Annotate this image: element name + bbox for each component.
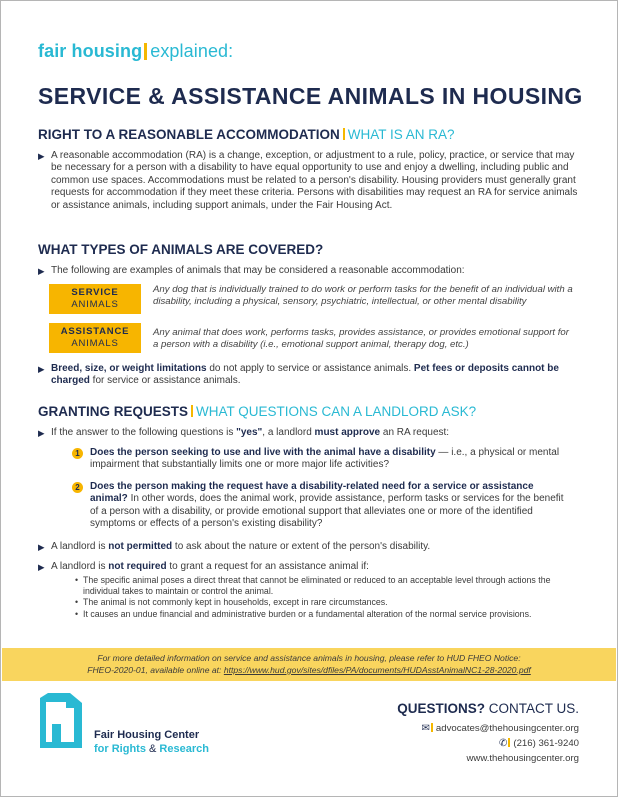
condition-text: The specific animal poses a direct threat that cannot be eliminated or reduced to an acceptable level through actions the individual takes to maintain or control the animal. — [83, 575, 551, 596]
question-2-text — [90, 481, 572, 531]
contact-divider — [431, 723, 433, 732]
section-ra-heading — [38, 127, 455, 142]
contact-heading-rest: CONTACT US. — [484, 701, 579, 716]
intro-b2: must approve — [314, 427, 381, 438]
not-permitted-bullet — [38, 541, 583, 553]
section-requests-title: GRANTING REQUESTS — [38, 404, 189, 419]
condition-text: The animal is not commonly kept in households, except in rare circumstances. — [83, 597, 388, 608]
animals-intro-text: The following are examples of animals that may be considered a reasonable accommodation: — [51, 265, 465, 276]
q2-bold: Does the person making the request have a disability-related need for a service or assistance animal? — [90, 481, 534, 505]
service-tag-line2: ANIMALS — [71, 299, 119, 310]
q1-text: — i.e., a physical or mental impairment that substantially limits one or more major life activities? — [90, 447, 560, 471]
np-t1: A landlord is — [51, 541, 109, 552]
bullet-triangle-icon: ▶ — [38, 562, 45, 572]
service-tag-line1: SERVICE — [71, 287, 119, 298]
requests-intro-text — [51, 427, 583, 439]
condition-text: It causes an undue financial and administrative burden or a fundamental alteration of the normal service provisions. — [83, 608, 532, 619]
contact-email-row — [422, 723, 579, 734]
condition-item — [75, 609, 575, 620]
requests-intro-bullet — [38, 427, 583, 439]
heading-divider — [343, 128, 345, 140]
not-required-text — [51, 561, 583, 573]
condition-item — [75, 575, 575, 596]
question-1-text — [90, 447, 572, 472]
q1-bold: Does the person seeking to use and live with the animal have a disability — [90, 447, 436, 458]
limits-text2: for service or assistance animals. — [89, 375, 241, 387]
not-required-bullet — [38, 561, 583, 573]
service-animals-description: Any dog that is individually trained to do work or perform tasks for the benefit of an individual with a disability, including a physical, sensory, psychiatric, intellectual, or other mental disability — [153, 284, 573, 307]
nr-b1: not required — [108, 561, 167, 572]
contact-website-link[interactable]: www.thehousingcenter.org — [466, 753, 579, 764]
limits-bold2: Pet fees or deposits cannot be charged — [51, 363, 559, 387]
contact-email-link[interactable]: advocates@thehousingcenter.org — [435, 723, 579, 734]
heading-divider — [191, 405, 193, 417]
brand-divider — [144, 43, 147, 60]
condition-item — [75, 597, 575, 608]
envelope-icon: ✉ — [421, 723, 430, 734]
contact-web-row — [466, 753, 579, 764]
org-line2a: for Rights — [94, 743, 146, 755]
section-ra-title: RIGHT TO A REASONABLE ACCOMMODATION — [38, 127, 340, 142]
page-title: SERVICE & ASSISTANCE ANIMALS IN HOUSING — [38, 83, 583, 109]
brand-part2: explained: — [150, 41, 234, 61]
assist-tag-line1: ASSISTANCE — [60, 326, 130, 337]
bullet-triangle-icon: ▶ — [38, 542, 45, 552]
bullet-dot-icon: • — [75, 597, 79, 608]
reference-note — [22, 652, 596, 676]
np-t2: to ask about the nature or extent of the person's disability. — [172, 541, 431, 552]
contact-phone-row — [499, 738, 579, 749]
brand-header — [38, 41, 233, 62]
bullet-dot-icon: • — [75, 575, 79, 585]
reference-note-band — [2, 648, 616, 681]
contact-phone-link[interactable]: (216) 361-9240 — [513, 738, 579, 749]
limits-bold1: Breed, size, or weight limitations — [51, 363, 207, 374]
org-line2b: Research — [159, 743, 209, 755]
intro-b1: "yes" — [236, 427, 263, 438]
conditions-list — [75, 575, 575, 620]
section-requests-subtitle: WHAT QUESTIONS CAN A LANDLORD ASK? — [196, 404, 477, 419]
hud-notice-link[interactable]: https://www.hud.gov/sites/dfiles/PA/documents/HUDAsstAnimalNC1-28-2020.pdf — [223, 665, 531, 675]
bullet-triangle-icon: ▶ — [38, 428, 45, 438]
contact-heading-bold: QUESTIONS? — [397, 701, 485, 716]
not-permitted-text — [51, 541, 583, 553]
ra-bullet-text: A reasonable accommodation (RA) is a change, exception, or adjustment to a rule, policy, practice, or service that may be necessary for a person with a disability to have equal opportunity to use and enjoy a dwelling, including public and common use spaces. Accommodations must be related to a person's disability. Housing providers must generally grant requests for accommodation if they meet these criteria. Persons with disabilities may request an RA for service animals or assistance animals, including support animals, under the Fair Housing Act. — [51, 150, 578, 211]
org-name — [94, 728, 209, 756]
intro-t2: , a landlord — [262, 427, 315, 438]
service-animals-tag — [49, 284, 141, 314]
bullet-triangle-icon: ▶ — [38, 266, 45, 276]
intro-t1: If the answer to the following questions is — [51, 427, 237, 438]
section-requests-heading — [38, 404, 476, 419]
nr-t2: to grant a request for an assistance animal if: — [166, 561, 369, 572]
section-animals-heading — [38, 242, 323, 257]
np-b1: not permitted — [108, 541, 173, 552]
bullet-triangle-icon: ▶ — [38, 364, 45, 374]
org-line1: Fair Housing Center — [94, 729, 200, 741]
note-line1: For more detailed information on service and assistance animals in housing, please refer to HUD FHEO Notice: — [97, 653, 521, 663]
limits-bullet — [38, 363, 583, 388]
org-amp: & — [145, 743, 160, 755]
bullet-triangle-icon: ▶ — [38, 151, 45, 161]
question-1-number: 1 — [72, 448, 83, 459]
note-line2 — [22, 664, 596, 676]
contact-divider — [508, 738, 510, 747]
assistance-animals-description: Any animal that does work, performs tasks, provides assistance, or provides emotional support for a person with a disability (i.e., emotional support animal, therapy dog, etc.) — [153, 327, 569, 350]
question-2-number: 2 — [72, 482, 83, 493]
limits-text — [51, 363, 583, 388]
ra-bullet — [38, 150, 583, 212]
limits-text1: do not apply to service or assistance animals. — [206, 363, 414, 374]
house-logo-icon — [39, 692, 83, 749]
section-ra-subtitle: WHAT IS AN RA? — [347, 127, 455, 142]
section-animals-title: WHAT TYPES OF ANIMALS ARE COVERED? — [38, 242, 324, 257]
phone-icon: ✆ — [499, 738, 508, 749]
contact-heading — [397, 701, 579, 716]
bullet-dot-icon: • — [75, 608, 79, 619]
q2-text: In other words, does the animal work, provide assistance, perform tasks or services for the benefit of a person with a disability, or provide emotional support that alleviates one or more of the identified symptoms or effects of a person's existing disability? — [90, 493, 564, 530]
animals-intro-bullet — [38, 265, 583, 277]
brand-part1: fair housing — [38, 41, 143, 61]
assistance-animals-tag — [49, 323, 141, 353]
nr-t1: A landlord is — [51, 561, 109, 572]
assist-tag-line2: ANIMALS — [71, 338, 119, 349]
intro-t3: an RA request: — [380, 427, 450, 438]
org-line2 — [94, 742, 209, 756]
note-line2-prefix: FHEO-2020-01, available online at: — [87, 665, 224, 675]
